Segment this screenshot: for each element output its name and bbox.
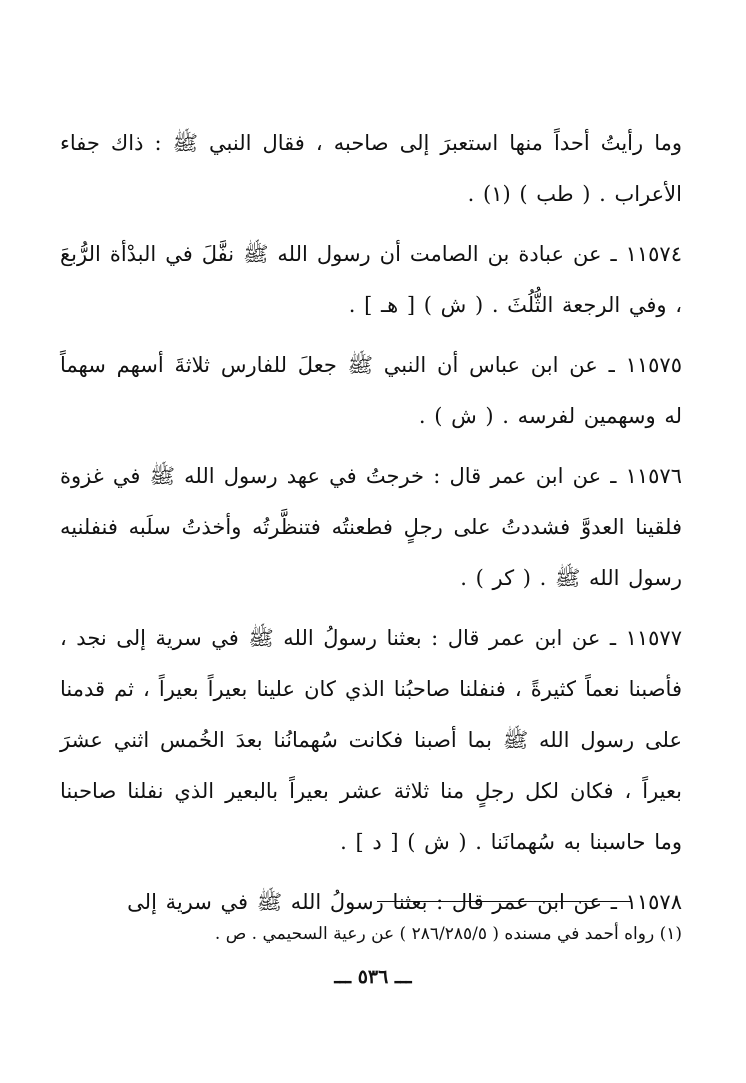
hadith-11575: ١١٥٧٥ ـ عن ابن عباس أن النبي ﷺ جعلَ للفارس ثلاثةَ أسهم سهماً له وسهمين لفرسه . ( ش ) . — [60, 353, 682, 428]
footnote-divider — [377, 901, 632, 902]
footnote: (١) رواه أحمد في مسنده ( ٢٨٦/٢٨٥/٥ ) عن رعية السحيمي . ص . — [214, 924, 682, 944]
main-text-block — [60, 118, 682, 937]
hadith-11578: ١١٥٧٨ ـ عن ابن عمر قال : بعثنا رسولُ الله ﷺ في سرية إلى — [127, 890, 682, 914]
page-number: ـــ ٥٣٦ ـــ — [334, 966, 412, 988]
hadith-11576: ١١٥٧٦ ـ عن ابن عمر قال : خرجتُ في عهد رسول الله ﷺ في غزوة فلقينا العدوَّ فشددتُ على رجلٍ فطعنتُه فتنظَّرتُه وأخذتُ سلَبه فنفلنيه رسول الله ﷺ . ( كر ) . — [60, 464, 682, 590]
hadith-11577: ١١٥٧٧ ـ عن ابن عمر قال : بعثنا رسولُ الله ﷺ في سرية إلى نجد ، فأصبنا نعماً كثيرةً ، فنفلنا صاحبُنا الذي كان علينا بعيراً بعيراً ، ثم قدمنا على رسول الله ﷺ بما أصبنا فكانت سُهمانُنا بعدَ الخُمس اثني عشرَ بعيراً ، فكان لكل رجلٍ منا ثلاثة عشر بعيراً بالبعير الذي نفلنا صاحبنا وما حاسبنا به سُهمانَنا . ( ش ) [ د ] . — [60, 626, 682, 854]
hadith-11574: ١١٥٧٤ ـ عن عبادة بن الصامت أن رسول الله ﷺ نفَّلَ في البدْأة الرُّبعَ ، وفي الرجعة الثُّلُثَ . ( ش ) [ هـ ] . — [60, 242, 682, 317]
paragraph-continuation: وما رأيتُ أحداً منها استعبرَ إلى صاحبه ، فقال النبي ﷺ : ذاك جفاء الأعراب . ( طب ) (١) . — [60, 131, 682, 206]
